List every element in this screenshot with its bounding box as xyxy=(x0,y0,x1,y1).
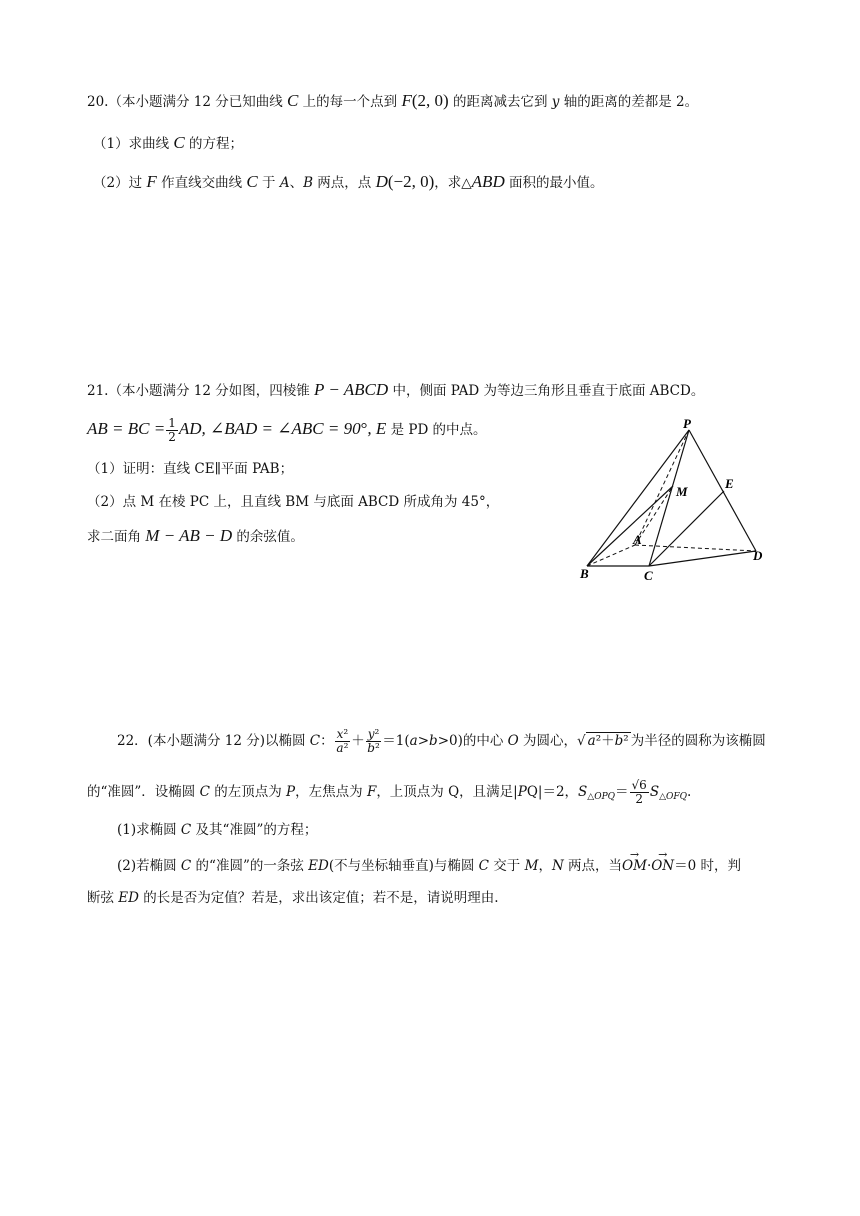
q21-part2b: 求二面角 M − AB − D 的余弦值。 xyxy=(87,526,304,545)
pyramid-figure xyxy=(575,418,775,583)
label-A: A xyxy=(633,532,642,547)
label-M: M xyxy=(676,484,688,499)
q22-part1: (1)求椭圆 C 及其“准圆”的方程； xyxy=(117,822,318,838)
q22-part2a: (2)若椭圆 C 的“准圆”的一条弦 ED(不与坐标轴垂直)与椭圆 C 交于 M，N 两点，当→ OM·→ ON＝0 时，判 xyxy=(117,856,741,876)
q22-stem2: 的“准圆”．设椭圆 C 的左顶点为 P，左焦点为 F，上顶点为 Q，且满足|PQ|＝2，$S_{\triangle OPQ}=$ $\frac{√6}{2}$ $S_{\triangle OFQ}$. xyxy=(87,778,692,806)
q21-part2a: （2）点 M 在棱 PC 上，且直线 BM 与底面 ABCD 所成角为 45°， xyxy=(87,494,500,510)
q22-part2b: 断弦 ED 的长是否为定值？若是，求出该定值；若不是，请说明理由. xyxy=(87,890,499,906)
label-C: C xyxy=(644,568,653,583)
q21-stem: 21.（本小题满分 12 分如图，四棱锥 P − ABCD 中，侧面 PAD 为等边三角形且垂直于底面 ABCD。 xyxy=(87,380,705,399)
q20-part2: （2）过 F 作直线交曲线 C 于 A、B 两点，点 D(−2, 0)，求△ABD 面积的最小值。 xyxy=(93,172,604,191)
q21-condition: AB = BC = $\frac{1}{2}$ AD, ∠BAD = ∠ABC = 90°, E 是 PD 的中点。 xyxy=(87,416,487,444)
label-P: P xyxy=(683,418,691,431)
label-B: B xyxy=(580,566,589,581)
q22-stem: 22．(本小题满分 12 分)以椭圆 C： $\frac{\text{x²}}{\text{a²}}$ ＋ $\frac{\text{y²}}{\text{b²}}$ ＝1(a>b>0)的中心 O 为圆心，√ a²＋b² 为半径的圆称为该椭圆 xyxy=(117,727,766,755)
q21-part1: （1）证明：直线 CE∥平面 PAB； xyxy=(87,461,294,477)
label-D: D xyxy=(753,548,763,563)
q20-part1: （1）求曲线 C 的方程； xyxy=(93,133,244,152)
q20-stem: 20.（本小题满分 12 分已知曲线 C 上的每一个点到 F(2, 0) 的距离减去它到 y 轴的距离的差都是 2。 xyxy=(87,91,699,110)
label-E: E xyxy=(725,476,734,491)
